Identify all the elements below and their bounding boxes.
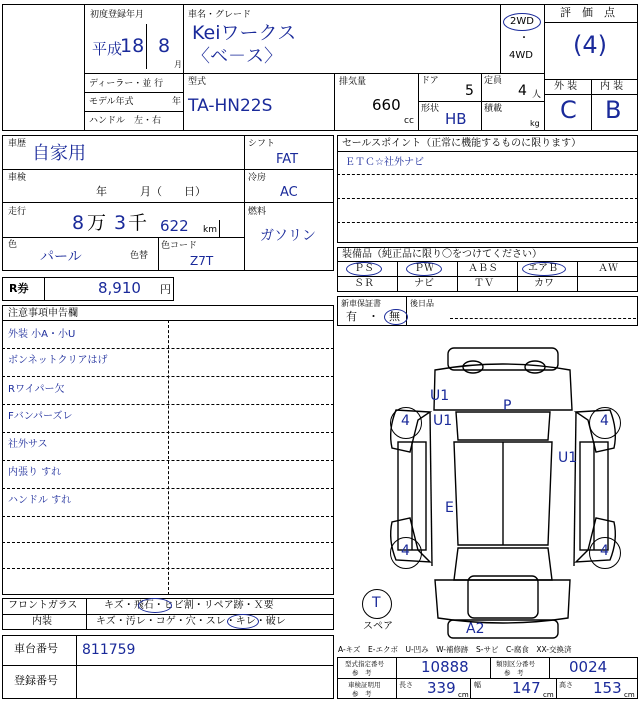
after-label: 後日品 bbox=[410, 299, 434, 308]
divider bbox=[2, 404, 334, 405]
equip-abs: ＡＢＳ bbox=[468, 263, 498, 274]
divider bbox=[450, 318, 636, 319]
warranty-none-circle bbox=[384, 309, 408, 325]
divider bbox=[2, 169, 334, 170]
car-name: Keiワークス bbox=[192, 22, 297, 44]
drive-2wd-circle bbox=[503, 13, 541, 31]
mileage-unit: km bbox=[203, 225, 217, 235]
note-item: ハンドル すれ bbox=[8, 495, 72, 506]
damage-mark: E bbox=[445, 500, 454, 516]
divider bbox=[84, 73, 544, 74]
divider bbox=[337, 198, 638, 199]
divider bbox=[76, 635, 77, 699]
chassis-value: 811759 bbox=[82, 642, 136, 658]
inspection-label: 車検 bbox=[8, 173, 27, 183]
warranty-none: 無 bbox=[389, 310, 400, 323]
note-item: 外装 小A・小U bbox=[8, 329, 76, 340]
equip-tv: ＴＶ bbox=[474, 278, 494, 289]
divider bbox=[337, 276, 638, 277]
history-label: 車歴 bbox=[8, 139, 27, 149]
divider bbox=[2, 237, 244, 238]
divider bbox=[396, 657, 397, 699]
divider bbox=[549, 657, 550, 678]
divider bbox=[418, 73, 419, 131]
sales-text: ＥＴＣ☆社外ナビ bbox=[345, 157, 424, 168]
fuel-value: ガソリン bbox=[260, 228, 316, 244]
history-value: 自家用 bbox=[32, 143, 86, 164]
recycle-unit: 円 bbox=[160, 283, 171, 296]
model-year-unit: 年 bbox=[172, 97, 182, 107]
divider bbox=[490, 657, 491, 678]
notes-title: 注意事項申告欄 bbox=[8, 308, 78, 319]
equip-aw: ＡＷ bbox=[598, 263, 618, 274]
divider bbox=[219, 220, 220, 237]
ac-value: AC bbox=[280, 185, 298, 200]
length-unit: cm bbox=[458, 691, 469, 699]
drive-dot: ・ bbox=[519, 33, 529, 44]
warranty-value: 有 ・ bbox=[346, 310, 379, 323]
capacity-unit: 人 bbox=[532, 90, 542, 100]
spare-label: スペア bbox=[363, 621, 393, 632]
divider bbox=[556, 678, 557, 699]
divider bbox=[2, 376, 334, 377]
month-value: 8 bbox=[158, 35, 171, 57]
height-value: 153 bbox=[593, 679, 622, 697]
mileage-km-value: 622 bbox=[160, 217, 189, 235]
type-value: TA-HN22S bbox=[188, 96, 273, 116]
displacement-value: 660 bbox=[372, 96, 401, 114]
category-label: 類別区分番号 bbox=[496, 660, 535, 668]
equip-ps-circle bbox=[346, 262, 382, 276]
divider bbox=[2, 460, 334, 461]
divider bbox=[2, 516, 334, 517]
spare-tire-value: T bbox=[372, 595, 381, 611]
ac-label: 冷房 bbox=[248, 173, 267, 183]
equip-pw-circle bbox=[406, 262, 442, 276]
divider bbox=[397, 261, 398, 292]
divider bbox=[544, 4, 545, 131]
shape-value: HB bbox=[445, 110, 467, 128]
equip-airbag: エアＢ bbox=[528, 263, 558, 274]
length-label: 長さ bbox=[399, 681, 413, 689]
divider bbox=[244, 135, 245, 271]
type-designation-value: 10888 bbox=[421, 658, 469, 676]
interior-label: 内装 bbox=[32, 616, 52, 627]
load-label: 積載 bbox=[484, 104, 503, 114]
type-designation-label: 型式指定番号 bbox=[345, 660, 384, 668]
load-unit: kg bbox=[530, 119, 540, 128]
equip-leather: カワ bbox=[534, 278, 554, 289]
handle-label: ハンドル 左・右 bbox=[89, 116, 162, 126]
mileage-man-unit: 万 bbox=[87, 212, 107, 234]
mileage-label: 走行 bbox=[8, 207, 27, 217]
cert-sub: 参 考 bbox=[352, 690, 372, 698]
width-label: 幅 bbox=[474, 681, 481, 689]
year-value: 18 bbox=[120, 35, 145, 57]
divider bbox=[418, 101, 544, 102]
cert-label: 車検証明用 bbox=[348, 681, 381, 689]
height-unit: cm bbox=[624, 691, 635, 699]
color-code-label: 色コード bbox=[161, 241, 198, 251]
first-reg-label: 初度登録年月 bbox=[90, 10, 145, 20]
mileage-sen-value: 3 bbox=[114, 212, 127, 234]
divider bbox=[544, 22, 638, 23]
warranty-label: 新車保証書 bbox=[341, 299, 381, 308]
category-sub: 参 考 bbox=[504, 669, 524, 677]
type-designation-sub: 参 考 bbox=[352, 669, 372, 677]
recycle-label: R券 bbox=[9, 282, 29, 295]
note-item: 社外サス bbox=[8, 439, 48, 450]
month-unit: 月 bbox=[174, 60, 182, 69]
divider bbox=[337, 222, 638, 223]
width-unit: cm bbox=[543, 691, 554, 699]
divider bbox=[2, 202, 334, 203]
divider bbox=[183, 4, 184, 131]
capacity-value: 4 bbox=[518, 83, 527, 99]
divider bbox=[2, 348, 334, 349]
rating-title: 評 価 点 bbox=[560, 6, 615, 19]
shape-label: 形状 bbox=[421, 104, 440, 114]
divider bbox=[2, 488, 334, 489]
doors-label: ドア bbox=[421, 76, 439, 86]
divider bbox=[457, 261, 458, 292]
equip-airbag-circle bbox=[522, 262, 566, 276]
chassis-label: 車台番号 bbox=[14, 642, 58, 655]
divider bbox=[2, 542, 334, 543]
divider bbox=[84, 92, 183, 93]
drive-2wd: 2WD bbox=[510, 16, 534, 27]
divider bbox=[334, 73, 335, 131]
category-value: 0024 bbox=[569, 658, 608, 676]
fuel-label: 燃料 bbox=[248, 207, 267, 217]
divider bbox=[337, 261, 638, 262]
equip-ps: ＰＳ bbox=[354, 263, 374, 274]
type-label: 型式 bbox=[188, 77, 207, 87]
divider bbox=[86, 598, 87, 630]
shift-label: シフト bbox=[248, 139, 276, 149]
rating-score: (4) bbox=[573, 31, 607, 59]
recycle-value: 8,910 bbox=[98, 279, 141, 297]
height-label: 高さ bbox=[559, 681, 573, 689]
damage-mark: A2 bbox=[466, 621, 485, 637]
divider bbox=[2, 568, 334, 569]
divider bbox=[44, 277, 45, 301]
displacement-label: 排気量 bbox=[339, 77, 367, 87]
divider bbox=[146, 24, 147, 69]
mileage-sen-unit: 千 bbox=[128, 212, 148, 234]
front-glass-items: キズ・飛石・ヒビ割・リペア跡・Ｘ要 bbox=[104, 600, 274, 611]
divider bbox=[500, 4, 501, 73]
equipment-title: 装備品（純正品に限り〇をつけてください） bbox=[342, 249, 542, 260]
grade: 〈ベ－ス〉 bbox=[192, 46, 282, 67]
divider bbox=[577, 261, 578, 292]
color-code-value: Z7T bbox=[190, 254, 214, 268]
color-label: 色 bbox=[8, 240, 18, 250]
era-value: 平成 bbox=[92, 40, 123, 58]
stone-chip-circle bbox=[138, 598, 172, 613]
name-label: 車名・グレード bbox=[188, 10, 252, 20]
interior-label: 内 装 bbox=[600, 81, 624, 92]
equip-pw: ＰＷ bbox=[414, 263, 434, 274]
divider bbox=[517, 261, 518, 292]
divider bbox=[84, 111, 183, 112]
mileage-man-value: 8 bbox=[72, 212, 85, 234]
interior-grade: B bbox=[605, 96, 622, 124]
note-item: 内張り すれ bbox=[8, 467, 62, 478]
model-year-label: モデル年式 bbox=[89, 97, 134, 107]
divider bbox=[168, 320, 169, 595]
tire-rear-right-value: 4 bbox=[600, 543, 609, 559]
color-value: パール bbox=[40, 249, 82, 265]
repaint-label: 色替 bbox=[130, 251, 149, 261]
note-item: Rワイパー欠 bbox=[8, 384, 65, 395]
length-value: 339 bbox=[427, 679, 456, 697]
damage-mark: U1 bbox=[558, 450, 578, 466]
divider bbox=[481, 73, 482, 131]
exterior-label: 外 装 bbox=[554, 81, 578, 92]
equip-sr: ＳＲ bbox=[354, 278, 374, 289]
front-glass-label: フロントガラス bbox=[8, 600, 78, 611]
interior-items: キズ・汚レ・コゲ・穴・スレ・キレ・破レ bbox=[96, 616, 286, 627]
shift-value: FAT bbox=[276, 152, 299, 167]
divider bbox=[337, 151, 638, 152]
note-item: ボンネットクリアはげ bbox=[8, 355, 108, 366]
damage-legend: A-キズ E-エクボ U-凹み W-補修跡 S-サビ C-腐食 XX-交換済 bbox=[338, 645, 572, 654]
divider bbox=[2, 614, 334, 615]
divider bbox=[470, 678, 471, 699]
inspection-fields: 年 月（ 日） bbox=[96, 185, 206, 198]
dealer-label: ディーラー・並 行 bbox=[89, 79, 164, 89]
divider bbox=[2, 432, 334, 433]
tire-front-left-value: 4 bbox=[401, 413, 410, 429]
divider bbox=[2, 665, 334, 666]
damage-mark: U1 bbox=[430, 388, 450, 404]
registration-label: 登録番号 bbox=[14, 674, 58, 687]
divider bbox=[337, 174, 638, 175]
width-value: 147 bbox=[512, 679, 541, 697]
divider bbox=[591, 79, 592, 131]
displacement-unit: cc bbox=[404, 116, 414, 126]
equip-navi: ナビ bbox=[414, 278, 434, 289]
drive-4wd: 4WD bbox=[509, 50, 533, 61]
tire-front-right-value: 4 bbox=[600, 413, 609, 429]
divider bbox=[158, 237, 159, 271]
scuff-circle bbox=[227, 614, 259, 629]
tire-rear-left-value: 4 bbox=[401, 543, 410, 559]
sales-title: セールスポイント（正常に機能するものに限ります） bbox=[342, 138, 582, 149]
capacity-label: 定員 bbox=[484, 76, 503, 86]
damage-mark: P bbox=[503, 398, 512, 414]
warranty-section bbox=[337, 296, 638, 326]
divider bbox=[406, 296, 407, 326]
damage-mark: U1 bbox=[433, 413, 453, 429]
note-item: Fバンパーズレ bbox=[8, 411, 73, 422]
doors-value: 5 bbox=[465, 83, 474, 99]
exterior-grade: C bbox=[560, 96, 577, 124]
